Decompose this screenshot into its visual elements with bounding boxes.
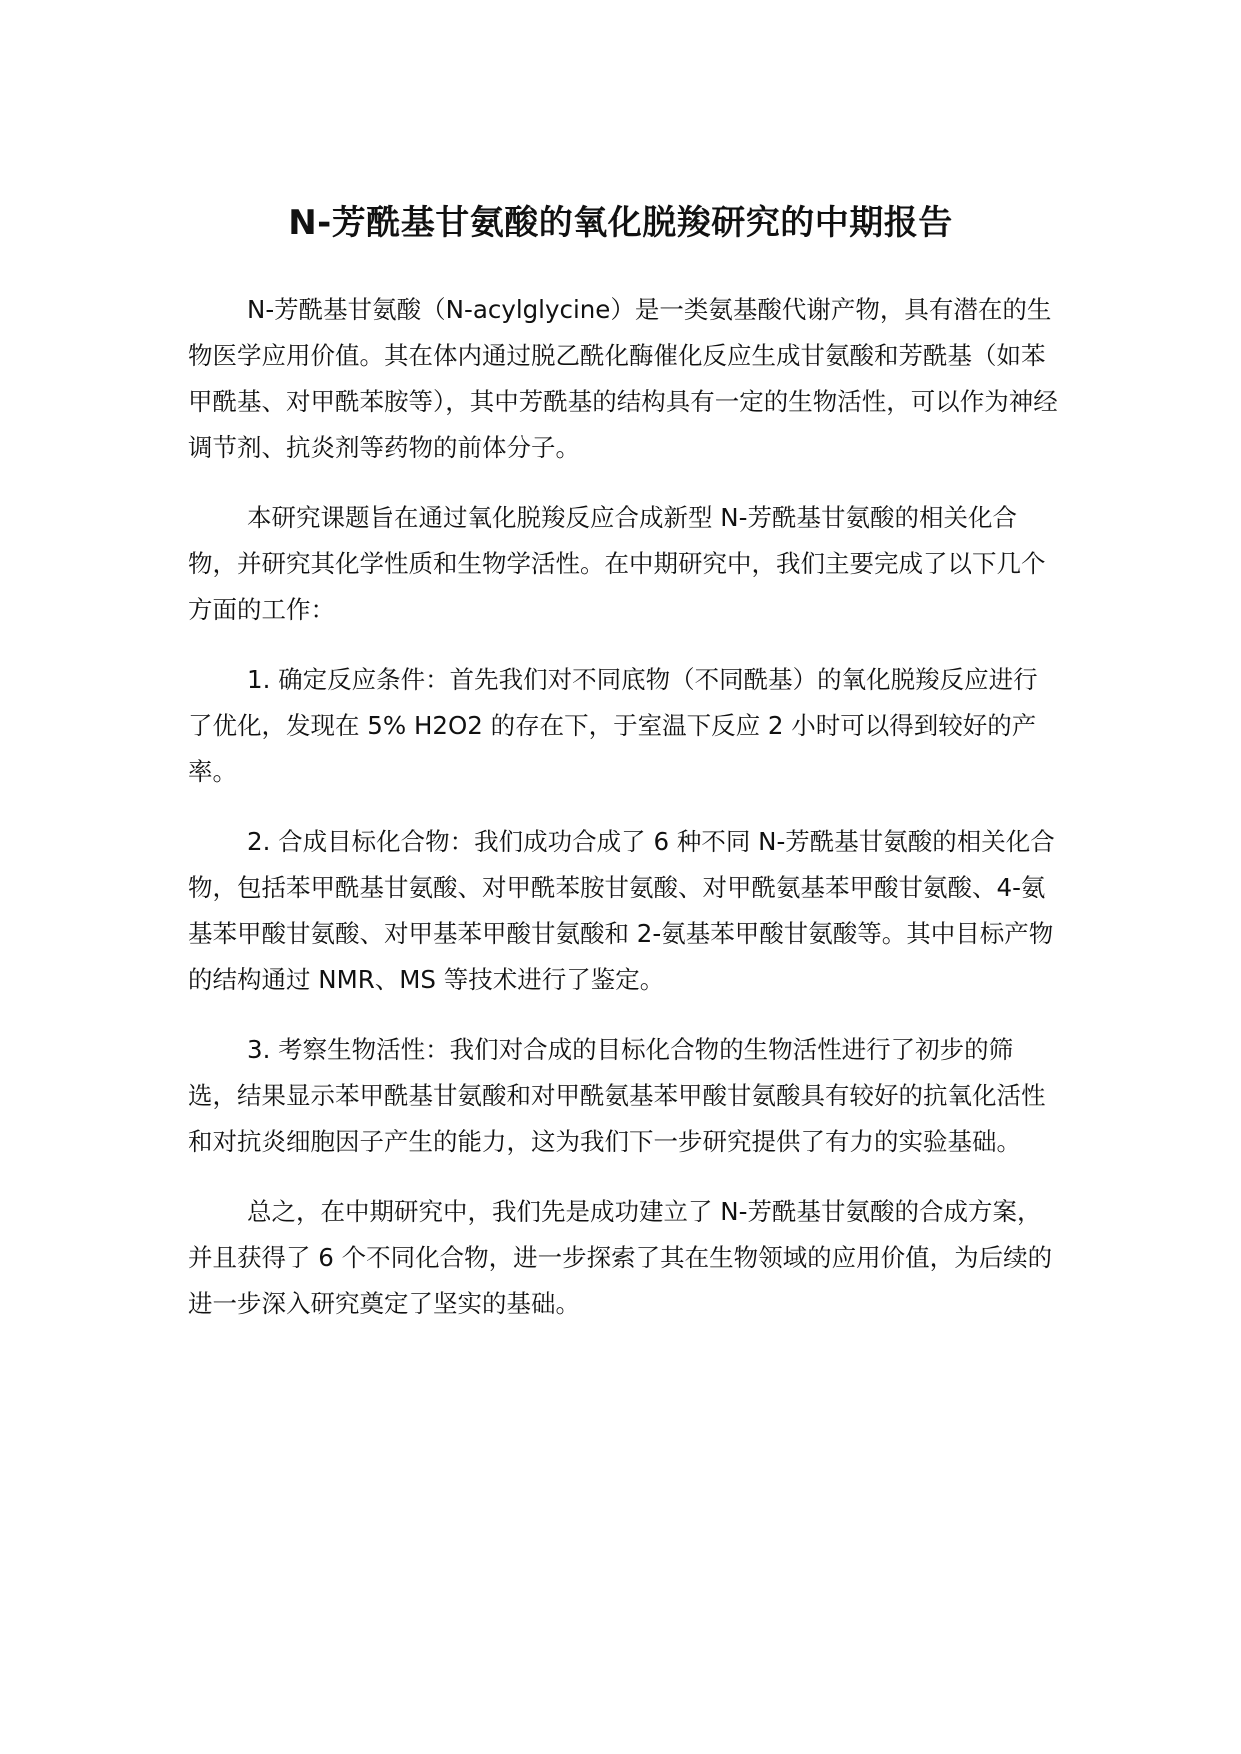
paragraph-item-1: 1. 确定反应条件：首先我们对不同底物（不同酰基）的氧化脱羧反应进行了优化，发现在 5% H2O2 的存在下，于室温下反应 2 小时可以得到较好的产率。 xyxy=(188,665,1038,786)
document-title: N-芳酰基甘氨酸的氧化脱羧研究的中期报告 xyxy=(288,202,953,243)
paragraph-objective: 本研究课题旨在通过氧化脱羧反应合成新型 N-芳酰基甘氨酸的相关化合物，并研究其化学性质和生物学活性。在中期研究中，我们主要完成了以下几个方面的工作： xyxy=(188,503,1046,624)
paragraph-item-2: 2. 合成目标化合物：我们成功合成了 6 种不同 N-芳酰基甘氨酸的相关化合物，包括苯甲酰基甘氨酸、对甲酰苯胺甘氨酸、对甲酰氨基苯甲酸甘氨酸、4-氨基苯甲酸甘氨酸、对甲基苯甲酸甘氨酸和 2-氨基苯甲酸甘氨酸等。其中目标产物的结构通过 NMR、MS 等技术进行了鉴定。 xyxy=(188,827,1055,994)
paragraph-intro: N-芳酰基甘氨酸（N-acylglycine）是一类氨基酸代谢产物，具有潜在的生物医学应用价值。其在体内通过脱乙酰化酶催化反应生成甘氨酸和芳酰基（如苯甲酰基、对甲酰苯胺等），其中芳酰基的结构具有一定的生物活性，可以作为神经调节剂、抗炎剂等药物的前体分子。 xyxy=(188,295,1058,462)
paragraph-conclusion: 总之，在中期研究中，我们先是成功建立了 N-芳酰基甘氨酸的合成方案，并且获得了 6 个不同化合物，进一步探索了其在生物领域的应用价值，为后续的进一步深入研究奠定了坚实的基础。 xyxy=(188,1197,1053,1318)
paragraph-item-3: 3. 考察生物活性：我们对合成的目标化合物的生物活性进行了初步的筛选，结果显示苯甲酰基甘氨酸和对甲酰氨基苯甲酸甘氨酸具有较好的抗氧化活性和对抗炎细胞因子产生的能力，这为我们下一步研究提供了有力的实验基础。 xyxy=(188,1035,1046,1156)
document-body xyxy=(188,287,1058,1351)
